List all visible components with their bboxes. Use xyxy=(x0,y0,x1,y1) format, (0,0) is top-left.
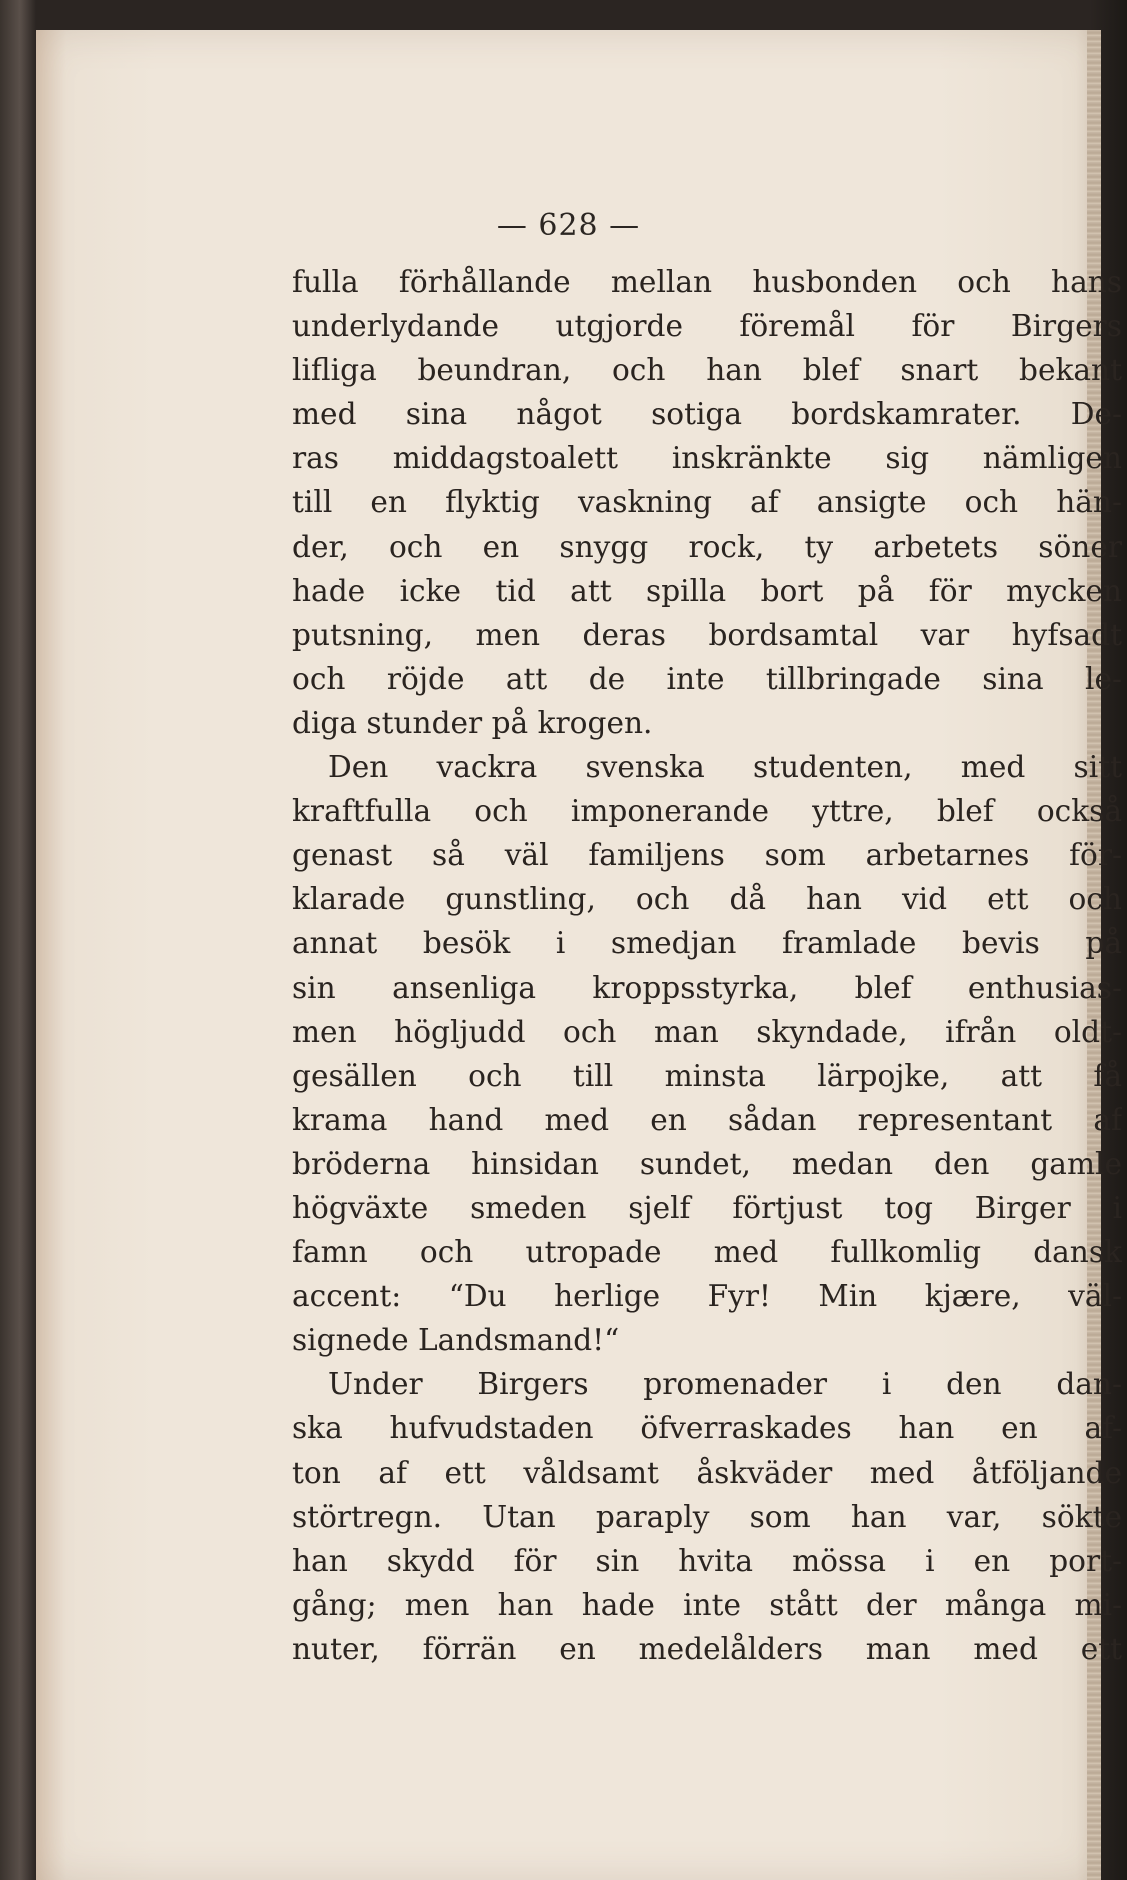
text-line: putsning, men deras bordsamtal var hyfsadt xyxy=(292,617,1122,652)
text-line: accent: “Du herlige Fyr! Min kjære, väl- xyxy=(292,1279,1122,1314)
text-line: kraftfulla och imponerande yttre, blef också xyxy=(292,794,1122,829)
text-line: Under Birgers promenader i den dan- xyxy=(328,1367,1122,1402)
text-line: annat besök i smedjan framlade bevis på xyxy=(292,926,1122,961)
body-text xyxy=(292,260,1122,1671)
text-line: gesällen och till minsta lärpojke, att få xyxy=(292,1058,1122,1093)
text-line: med sina något sotiga bordskamrater. De- xyxy=(292,397,1122,432)
text-line: signede Landsmand!“ xyxy=(292,1323,620,1358)
text-line: nuter, förrän en medelålders man med ett xyxy=(292,1631,1122,1666)
text-line: underlydande utgjorde föremål för Birgers xyxy=(292,309,1122,344)
text-line: hade icke tid att spilla bort på för mycken xyxy=(292,573,1122,608)
page-number: — 628 — xyxy=(496,208,641,243)
text-line: gång; men han hade inte stått der många mi- xyxy=(292,1587,1122,1622)
text-line: Den vackra svenska studenten, med sitt xyxy=(328,750,1122,785)
text-line: ska hufvudstaden öfverraskades han en af- xyxy=(292,1411,1122,1446)
text-line: ton af ett våldsamt åskväder med åtföljande xyxy=(292,1455,1122,1490)
text-line: men högljudd och man skyndade, ifrån oldt- xyxy=(292,1014,1122,1049)
text-line: och röjde att de inte tillbringade sina le- xyxy=(292,661,1122,696)
text-line: klarade gunstling, och då han vid ett och xyxy=(292,882,1122,917)
text-line: högväxte smeden sjelf förtjust tog Birger i xyxy=(292,1190,1122,1225)
text-line: han skydd för sin hvita mössa i en port- xyxy=(292,1543,1122,1578)
text-line: famn och utropade med fullkomlig dansk xyxy=(292,1235,1122,1270)
text-line: till en flyktig vaskning af ansigte och hän- xyxy=(292,485,1122,520)
text-line: sin ansenliga kroppsstyrka, blef enthusias- xyxy=(292,970,1122,1005)
text-line: bröderna hinsidan sundet, medan den gamle xyxy=(292,1146,1122,1181)
text-line: diga stunder på krogen. xyxy=(292,705,653,740)
text-line: lifliga beundran, och han blef snart bekant xyxy=(292,353,1122,388)
book-page xyxy=(36,30,1122,1880)
text-line: der, och en snygg rock, ty arbetets söner xyxy=(292,529,1122,564)
text-line: störtregn. Utan paraply som han var, sökte xyxy=(292,1499,1122,1534)
text-line: genast så väl familjens som arbetarnes för- xyxy=(292,838,1122,873)
text-line: fulla förhållande mellan husbonden och hans xyxy=(292,265,1122,299)
text-line: ras middagstoalett inskränkte sig nämligen xyxy=(292,441,1122,476)
text-line: krama hand med en sådan representant af xyxy=(292,1102,1122,1137)
